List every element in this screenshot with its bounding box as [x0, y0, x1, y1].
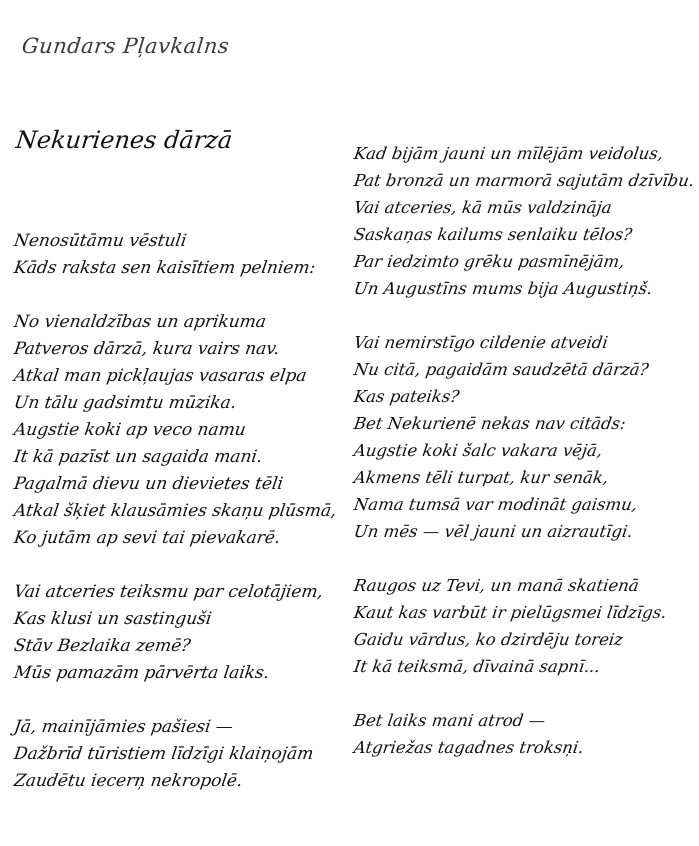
poem-line: It kā teiksmā, dīvainā sapnī... — [352, 657, 602, 676]
right-stanza-1 — [354, 140, 694, 302]
poem-line: Patveros dārzā, kura vairs nav. — [12, 339, 281, 359]
poem-line: Stāv Bezlaika zemē? — [12, 636, 192, 656]
left-column — [14, 228, 344, 795]
left-stanza-4 — [14, 714, 344, 795]
poem-line: Gaidu vārdus, ko dzirdēju toreiz — [352, 630, 625, 649]
poem-line: Kāds raksta sen kaisītiem pelniem: — [12, 258, 317, 278]
poem-line: Un mēs — vēl jauni un aizrautīgi. — [352, 522, 634, 541]
poem-line: Bet Nekurienē nekas nav citāds: — [352, 414, 628, 433]
poem-line: Bet laiks mani atrod — — [352, 711, 547, 730]
poem-line: Mūs pamazām pārvērta laiks. — [12, 663, 271, 683]
poem-line: Vai atceries teiksmu par celotājiem, — [12, 582, 325, 602]
poem-line: Vai atceries, kā mūs valdzināja — [352, 198, 613, 217]
poem-line: Kaut kas varbūt ir pielūgsmei līdzīgs. — [352, 603, 668, 622]
poem-line: Kad bijām jauni un mīlējām veidolus, — [352, 144, 665, 163]
poem-line: Atkal man pickļaujas vasaras elpa — [12, 366, 308, 386]
poem-line: Saskaņas kailums senlaiku tēlos? — [352, 225, 634, 244]
poem-line: Jā, mainījāmies pašiesi — — [12, 717, 235, 737]
left-stanza-3 — [14, 579, 344, 687]
poem-line: Un tālu gadsimtu mūzika. — [12, 393, 238, 413]
poem-title: Nekurienes dārzā — [14, 126, 234, 154]
right-stanza-2 — [354, 329, 694, 545]
right-stanza-4 — [354, 707, 694, 761]
poem-line: Augstie koki šalc vakara vējā, — [352, 441, 604, 460]
right-stanza-3 — [354, 572, 694, 680]
poem-line: Pagalmā dievu un dievietes tēli — [12, 474, 285, 494]
author-name: Gundars Pļavkalns — [20, 34, 231, 58]
poem-line: Vai nemirstīgo cildenie atveidi — [352, 333, 610, 352]
poem-line: Dažbrīd tūristiem līdzīgi klaiņojām — [12, 744, 315, 764]
poem-line: It kā pazīst un sagaida mani. — [12, 447, 264, 467]
poem-line: Zaudētu iecerņ nekropolē. — [12, 771, 244, 791]
poem-line: Kas klusi un sastinguši — [12, 609, 213, 629]
left-stanza-1 — [14, 228, 344, 282]
right-column — [354, 140, 694, 761]
poem-line: Akmens tēli turpat, kur senāk, — [352, 468, 610, 487]
poem-line: No vienaldzības un aprikuma — [12, 312, 268, 332]
poem-line: Kas pateiks? — [352, 387, 461, 406]
poem-line: Pat bronzā un marmorā sajutām dzīvību. — [352, 171, 696, 190]
poem-line: Ko jutām ap sevi tai pievakarē. — [12, 528, 282, 548]
poem-line: Raugos uz Tevi, un manā skatienā — [352, 576, 641, 595]
poem-line: Un Augustīns mums bija Augustiņš. — [352, 279, 654, 298]
poem-line: Par iedzimto grēku pasmīnējām, — [352, 252, 626, 271]
poem-line: Nu citā, pagaidām saudzētā dārzā? — [352, 360, 650, 379]
poem-line: Atkal šķiet klausāmies skaņu plūsmā, — [12, 501, 338, 521]
poem-line: Atgriežas tagadnes troksņi. — [352, 738, 585, 757]
poem-line: Nama tumsā var modināt gaismu, — [352, 495, 639, 514]
left-stanza-2 — [14, 309, 344, 552]
poem-line: Augstie koki ap veco namu — [12, 420, 248, 440]
poem-line: Nenosūtāmu vēstuli — [12, 231, 188, 251]
